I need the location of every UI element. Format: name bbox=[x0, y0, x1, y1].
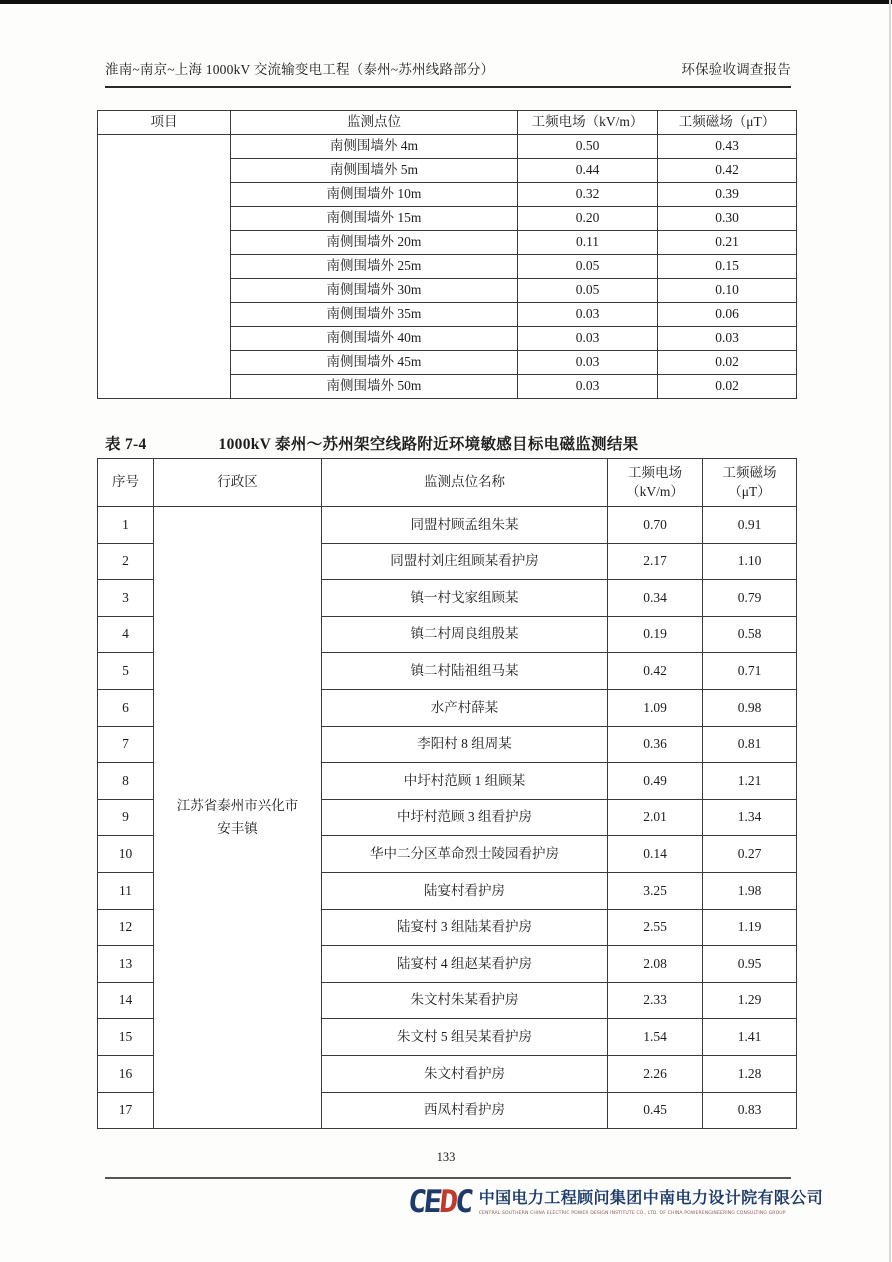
table2-electric-field-value: 0.14 bbox=[608, 836, 703, 873]
table2-magnetic-field-value: 0.98 bbox=[703, 690, 797, 727]
table1-electric-field-value: 0.03 bbox=[518, 351, 658, 375]
table1-electric-field-value: 0.20 bbox=[518, 207, 658, 231]
company-logo bbox=[406, 1184, 824, 1220]
table2-monitor-point-name: 华中二分区革命烈士陵园看护房 bbox=[322, 836, 608, 873]
table1-monitor-point: 南侧围墙外 5m bbox=[231, 159, 518, 183]
table2-monitor-point-name: 镇一村戈家组顾某 bbox=[322, 580, 608, 617]
scan-edge-right bbox=[889, 0, 891, 1262]
table2-electric-field-value: 2.01 bbox=[608, 800, 703, 837]
table2-row-number: 10 bbox=[98, 836, 154, 873]
table2-electric-field-value: 2.33 bbox=[608, 983, 703, 1020]
table2-magnetic-field-value: 0.81 bbox=[703, 727, 797, 764]
cedc-logo-icon bbox=[406, 1184, 473, 1220]
table2-magnetic-field-value: 0.58 bbox=[703, 617, 797, 654]
table1-monitor-point: 南侧围墙外 40m bbox=[231, 327, 518, 351]
footer-divider bbox=[105, 1177, 791, 1179]
table-sensitive-targets bbox=[97, 458, 797, 1129]
caption-label: 表 7-4 bbox=[105, 436, 147, 453]
table2-magnetic-field-value: 1.19 bbox=[703, 910, 797, 947]
table1-monitor-point: 南侧围墙外 45m bbox=[231, 351, 518, 375]
table2-electric-field-value: 1.09 bbox=[608, 690, 703, 727]
table1-electric-field-value: 0.32 bbox=[518, 183, 658, 207]
scan-edge-top bbox=[0, 0, 892, 4]
table1-magnetic-field-value: 0.43 bbox=[658, 135, 797, 159]
table1-monitor-point: 南侧围墙外 30m bbox=[231, 279, 518, 303]
company-name-block bbox=[479, 1185, 823, 1216]
table1-column-header: 工频电场（kV/m） bbox=[518, 111, 658, 135]
table1-electric-field-value: 0.03 bbox=[518, 327, 658, 351]
table2-column-header-point: 监测点位名称 bbox=[322, 459, 608, 507]
table2-electric-field-value: 0.34 bbox=[608, 580, 703, 617]
table1-column-header: 工频磁场（μT） bbox=[658, 111, 797, 135]
table2-row-number: 8 bbox=[98, 763, 154, 800]
caption-title: 1000kV 泰州～苏州架空线路附近环境敏感目标电磁监测结果 bbox=[218, 436, 639, 453]
table2-electric-field-value: 0.45 bbox=[608, 1093, 703, 1130]
table1-magnetic-field-value: 0.02 bbox=[658, 351, 797, 375]
table2-magnetic-field-value: 1.98 bbox=[703, 873, 797, 910]
table2-monitor-point-name: 陆宴村 4 组赵某看护房 bbox=[322, 946, 608, 983]
table1-magnetic-field-value: 0.42 bbox=[658, 159, 797, 183]
table2-magnetic-field-value: 1.21 bbox=[703, 763, 797, 800]
table2-row-number: 11 bbox=[98, 873, 154, 910]
table2-monitor-point-name: 西凤村看护房 bbox=[322, 1093, 608, 1130]
table2-monitor-point-name: 水产村薛某 bbox=[322, 690, 608, 727]
table2-row-number: 4 bbox=[98, 617, 154, 654]
table2-electric-field-value: 0.19 bbox=[608, 617, 703, 654]
table1-magnetic-field-value: 0.39 bbox=[658, 183, 797, 207]
table1-monitor-point: 南侧围墙外 35m bbox=[231, 303, 518, 327]
table1-electric-field-value: 0.03 bbox=[518, 303, 658, 327]
table2-monitor-point-name: 朱文村朱某看护房 bbox=[322, 983, 608, 1020]
table1-magnetic-field-value: 0.06 bbox=[658, 303, 797, 327]
table-fence-monitoring bbox=[97, 110, 797, 399]
table2-magnetic-field-value: 1.34 bbox=[703, 800, 797, 837]
table1-magnetic-field-value: 0.21 bbox=[658, 231, 797, 255]
table2-electric-field-value: 1.54 bbox=[608, 1019, 703, 1056]
table1-column-header: 项目 bbox=[98, 111, 231, 135]
table1-magnetic-field-value: 0.15 bbox=[658, 255, 797, 279]
table1-magnetic-field-value: 0.02 bbox=[658, 375, 797, 399]
table2-monitor-point-name: 朱文村看护房 bbox=[322, 1056, 608, 1093]
table2-row-number: 2 bbox=[98, 544, 154, 581]
table2-electric-field-value: 0.70 bbox=[608, 507, 703, 544]
table2-electric-field-value: 0.49 bbox=[608, 763, 703, 800]
table2-monitor-point-name: 朱文村 5 组吴某看护房 bbox=[322, 1019, 608, 1056]
logo-letter: C bbox=[406, 1184, 426, 1220]
table2-electric-field-value: 2.26 bbox=[608, 1056, 703, 1093]
logo-letter: C bbox=[453, 1184, 473, 1220]
table2-magnetic-field-value: 0.95 bbox=[703, 946, 797, 983]
table2-magnetic-field-value: 0.71 bbox=[703, 653, 797, 690]
table1-monitor-point: 南侧围墙外 15m bbox=[231, 207, 518, 231]
table2-row-number: 15 bbox=[98, 1019, 154, 1056]
table2-magnetic-field-value: 0.91 bbox=[703, 507, 797, 544]
table2-row-number: 16 bbox=[98, 1056, 154, 1093]
table2-electric-field-value: 0.36 bbox=[608, 727, 703, 764]
table2-magnetic-field-value: 1.41 bbox=[703, 1019, 797, 1056]
table2-row-number: 7 bbox=[98, 727, 154, 764]
table1-electric-field-value: 0.03 bbox=[518, 375, 658, 399]
table2-row-number: 1 bbox=[98, 507, 154, 544]
table2-magnetic-field-value: 1.10 bbox=[703, 544, 797, 581]
table1-electric-field-value: 0.05 bbox=[518, 279, 658, 303]
table1-magnetic-field-value: 0.30 bbox=[658, 207, 797, 231]
table2-row-number: 12 bbox=[98, 910, 154, 947]
table2-electric-field-value: 2.55 bbox=[608, 910, 703, 947]
table2-magnetic-field-value: 1.28 bbox=[703, 1056, 797, 1093]
table1-magnetic-field-value: 0.03 bbox=[658, 327, 797, 351]
table2-monitor-point-name: 中圩村范顾 1 组顾某 bbox=[322, 763, 608, 800]
table2-monitor-point-name: 同盟村刘庄组顾某看护房 bbox=[322, 544, 608, 581]
table1-electric-field-value: 0.50 bbox=[518, 135, 658, 159]
table1-electric-field-value: 0.11 bbox=[518, 231, 658, 255]
logo-letter: D bbox=[437, 1184, 457, 1220]
table2-electric-field-value: 2.17 bbox=[608, 544, 703, 581]
company-name-en: CENTRAL SOUTHERN CHINA ELECTRIC POWER DESIGN INSTITUTE CO., LTD. OF CHINA POWERENGINEERING CONSULTING GROUP bbox=[478, 1210, 786, 1216]
table2-monitor-point-name: 李阳村 8 组周某 bbox=[322, 727, 608, 764]
table2-row-number: 3 bbox=[98, 580, 154, 617]
header-left-title: 淮南~南京~上海 1000kV 交流输变电工程（泰州~苏州线路部分） bbox=[105, 62, 495, 77]
table2-magnetic-field-value: 0.83 bbox=[703, 1093, 797, 1130]
table2-electric-field-value: 2.08 bbox=[608, 946, 703, 983]
table2-electric-field-value: 3.25 bbox=[608, 873, 703, 910]
header-right-title: 环保验收调查报告 bbox=[681, 62, 791, 77]
table2-column-header-efield: 工频电场 （kV/m） bbox=[608, 459, 703, 507]
table2-monitor-point-name: 镇二村周良组殷某 bbox=[322, 617, 608, 654]
table1-item-merged-cell bbox=[98, 135, 231, 399]
table-7-4-caption bbox=[105, 432, 791, 454]
table1-monitor-point: 南侧围墙外 50m bbox=[231, 375, 518, 399]
table1-monitor-point: 南侧围墙外 25m bbox=[231, 255, 518, 279]
table2-magnetic-field-value: 1.29 bbox=[703, 983, 797, 1020]
table2-row-number: 14 bbox=[98, 983, 154, 1020]
page-number: 133 bbox=[436, 1150, 456, 1164]
table2-column-header-no: 序号 bbox=[98, 459, 154, 507]
table2-column-header-mfield: 工频磁场 （μT） bbox=[703, 459, 797, 507]
table2-magnetic-field-value: 0.79 bbox=[703, 580, 797, 617]
table2-row-number: 13 bbox=[98, 946, 154, 983]
table2-monitor-point-name: 陆宴村 3 组陆某看护房 bbox=[322, 910, 608, 947]
table2-row-number: 6 bbox=[98, 690, 154, 727]
table2-monitor-point-name: 陆宴村看护房 bbox=[322, 873, 608, 910]
table2-electric-field-value: 0.42 bbox=[608, 653, 703, 690]
table2-monitor-point-name: 中圩村范顾 3 组看护房 bbox=[322, 800, 608, 837]
table1-monitor-point: 南侧围墙外 10m bbox=[231, 183, 518, 207]
table2-region-merged-cell: 江苏省泰州市兴化市 安丰镇 bbox=[154, 507, 322, 1129]
logo-letter: E bbox=[421, 1184, 442, 1220]
header-divider bbox=[105, 86, 791, 88]
company-name-cn: 中国电力工程顾问集团中南电力设计院有限公司 bbox=[478, 1188, 824, 1207]
page-header bbox=[105, 58, 791, 78]
table2-column-header-region: 行政区 bbox=[154, 459, 322, 507]
table1-monitor-point: 南侧围墙外 4m bbox=[231, 135, 518, 159]
table2-row-number: 9 bbox=[98, 800, 154, 837]
table2-monitor-point-name: 同盟村顾孟组朱某 bbox=[322, 507, 608, 544]
table2-row-number: 17 bbox=[98, 1093, 154, 1130]
table2-row-number: 5 bbox=[98, 653, 154, 690]
table2-monitor-point-name: 镇二村陆祖组马某 bbox=[322, 653, 608, 690]
table1-monitor-point: 南侧围墙外 20m bbox=[231, 231, 518, 255]
table2-magnetic-field-value: 0.27 bbox=[703, 836, 797, 873]
table1-column-header: 监测点位 bbox=[231, 111, 518, 135]
table1-electric-field-value: 0.44 bbox=[518, 159, 658, 183]
table1-magnetic-field-value: 0.10 bbox=[658, 279, 797, 303]
table1-electric-field-value: 0.05 bbox=[518, 255, 658, 279]
